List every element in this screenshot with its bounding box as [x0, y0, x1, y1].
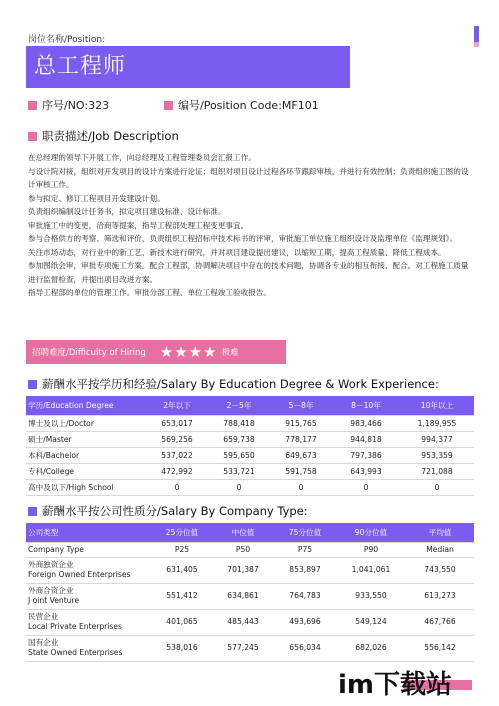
table-cell: 933,550 — [336, 583, 406, 609]
duty-item: 参与拟定、修订工程项目开发建设计划。 — [28, 193, 165, 203]
table-cell: 472,992 — [146, 463, 208, 479]
table-cell: 0 — [208, 479, 270, 495]
table-cell: 764,783 — [274, 583, 336, 609]
table-cell: 643,993 — [332, 463, 400, 479]
column-header: 75分位值 — [274, 523, 336, 542]
serial-row — [28, 97, 109, 113]
pink-square-icon — [28, 101, 37, 110]
table-cell: 538,016 — [152, 635, 212, 661]
table-cell: 0 — [146, 479, 208, 495]
company-type-cell: 外商独资企业 Foreign Owned Enterprises — [26, 557, 152, 583]
table-cell: 797,386 — [332, 447, 400, 463]
company-type-cell: 民营企业 Local Private Enterprises — [26, 609, 152, 635]
code-row — [164, 97, 319, 113]
table-cell: 0 — [400, 479, 474, 495]
table-cell: 788,418 — [208, 415, 270, 431]
table-row — [26, 479, 474, 495]
table-cell: 778,177 — [270, 431, 332, 447]
table-cell: 591,758 — [270, 463, 332, 479]
purple-square-icon — [28, 380, 37, 389]
table-header-row — [26, 523, 474, 542]
corner-accent — [474, 26, 479, 42]
duties-list — [28, 151, 476, 300]
column-header: 2年以下 — [146, 396, 208, 415]
table-cell: 631,405 — [152, 557, 212, 583]
table-cell: 本科/Bachelor — [26, 447, 146, 463]
purple-square-icon — [28, 507, 37, 516]
table-cell: 994,377 — [400, 431, 474, 447]
column-header: 2－5年 — [208, 396, 270, 415]
serial-number: 序号/NO:323 — [42, 99, 110, 112]
table-cell: 493,696 — [274, 609, 336, 635]
table-row — [26, 447, 474, 463]
duty-item: 参与合格供方的考察、筛选和评价，负责组织工程招标中技术标书的评审，审批施工单位施工组织设计及监理单位《监理规划》。 — [28, 234, 458, 243]
table-row — [26, 583, 474, 609]
table-cell: 701,387 — [212, 557, 274, 583]
column-header: 90分位值 — [336, 523, 406, 542]
table-row — [26, 431, 474, 447]
table-cell: 595,650 — [208, 447, 270, 463]
table-cell: 659,738 — [208, 431, 270, 447]
corner-accent-dot — [474, 42, 479, 47]
duty-item: 与设计院对接，组织对开发项目的设计方案进行论证；组织对项目设计过程各环节跟踪审核，并进行有效控制；负责组织施工图的设计审核工作。 — [28, 166, 469, 189]
star-rating-icon: ★★★★ — [159, 343, 218, 361]
table-cell: 549,124 — [336, 609, 406, 635]
company-salary-table — [26, 523, 474, 662]
education-salary-table — [26, 396, 474, 496]
table-cell: Company Type — [26, 542, 152, 557]
table-cell: 硕士/Master — [26, 431, 146, 447]
column-header: 中位值 — [212, 523, 274, 542]
table-cell: P25 — [152, 542, 212, 557]
position-code: 编号/Position Code:MF101 — [178, 99, 319, 112]
table-row — [26, 609, 474, 635]
table-cell: P90 — [336, 542, 406, 557]
column-header: 学历/Education Degree — [26, 396, 146, 415]
table-cell: 1,189,955 — [400, 415, 474, 431]
table-cell: 944,818 — [332, 431, 400, 447]
duties-heading: 职责描述/Job Description — [28, 128, 179, 144]
duty-item: 关注市场动态，对行业中的新工艺、新技术进行研究，并对项目建设提出建议，以缩短工期，提高工程质量、降低工程成本。 — [28, 247, 446, 257]
table-cell: 0 — [270, 479, 332, 495]
table-cell: 656,034 — [274, 635, 336, 661]
company-type-cell: 国有企业 State Owned Enterprises — [26, 635, 152, 661]
table-cell: 485,443 — [212, 609, 274, 635]
duty-item: 审批施工中的变更，洽商等提案，指导工程部处理工程变更事宜。 — [28, 220, 249, 230]
column-header: 平均值 — [406, 523, 474, 542]
table-cell: P50 — [212, 542, 274, 557]
duty-item: 参加图纸会审，审批专项施工方案。配合工程部，协调解决项目中存在的技术问题，协调各专业的相互衔接、配合。对工程施工质量进行监督检查，并提出项目改进方案。 — [28, 261, 469, 284]
table-cell: 467,766 — [406, 609, 474, 635]
table-cell: 533,721 — [208, 463, 270, 479]
job-title: 总工程师 — [26, 46, 350, 88]
table-cell: 577,245 — [212, 635, 274, 661]
table-cell: 953,359 — [400, 447, 474, 463]
table-row — [26, 635, 474, 661]
duty-item: 指导工程部的单位的管理工作。审批分部工程、单位工程竣工验收报告。 — [28, 288, 271, 297]
site-logo: im下载站 — [338, 669, 453, 700]
table-cell: 537,022 — [146, 447, 208, 463]
table-cell: 556,142 — [406, 635, 474, 661]
table-row — [26, 415, 474, 431]
table-cell: 613,273 — [406, 583, 474, 609]
column-header: 5－8年 — [270, 396, 332, 415]
table-cell: 743,550 — [406, 557, 474, 583]
duty-item: 负责组织编制设计任务书，拟定项目建设标准、设计标准。 — [28, 207, 226, 216]
table-cell: 569,256 — [146, 431, 208, 447]
table-cell: 682,026 — [336, 635, 406, 661]
difficulty-level: 极难 — [221, 348, 239, 358]
table-cell: 653,017 — [146, 415, 208, 431]
company-type-cell: 外商合资企业 J oint Venture — [26, 583, 152, 609]
position-label: 岗位名称/Position: — [28, 35, 106, 45]
duty-item: 在总经理的领导下开展工作，向总经理及工程管理委员会汇报工作。 — [28, 153, 256, 162]
table-subheader-row — [26, 542, 474, 557]
table-cell: Median — [406, 542, 474, 557]
table-row — [26, 557, 474, 583]
table-cell: 0 — [332, 479, 400, 495]
pink-square-icon — [164, 101, 173, 110]
difficulty-label: 招聘难度/Difficulty of Hiring — [32, 348, 146, 358]
table-cell: 551,412 — [152, 583, 212, 609]
column-header: 25分位值 — [152, 523, 212, 542]
table-cell: 专科/College — [26, 463, 146, 479]
company-table-heading: 薪酬水平按公司性质分/Salary By Company Type: — [28, 503, 308, 519]
column-header: 8－10年 — [332, 396, 400, 415]
hiring-difficulty-bar — [26, 340, 286, 364]
table-cell: 915,765 — [270, 415, 332, 431]
table-cell: 401,065 — [152, 609, 212, 635]
table-header-row — [26, 396, 474, 415]
table-cell: 1,041,061 — [336, 557, 406, 583]
edu-table-heading: 薪酬水平按学历和经验/Salary By Education Degree & Work Experience: — [28, 376, 439, 392]
table-row — [26, 463, 474, 479]
table-cell: 634,861 — [212, 583, 274, 609]
table-cell: P75 — [274, 542, 336, 557]
column-header: 10年以上 — [400, 396, 474, 415]
column-header: 公司类型 — [26, 523, 152, 542]
table-cell: 721,088 — [400, 463, 474, 479]
table-cell: 649,673 — [270, 447, 332, 463]
table-cell: 983,466 — [332, 415, 400, 431]
table-cell: 853,897 — [274, 557, 336, 583]
pink-square-icon — [28, 132, 37, 141]
table-cell: 博士及以上/Doctor — [26, 415, 146, 431]
table-cell: 高中及以下/High School — [26, 479, 146, 495]
